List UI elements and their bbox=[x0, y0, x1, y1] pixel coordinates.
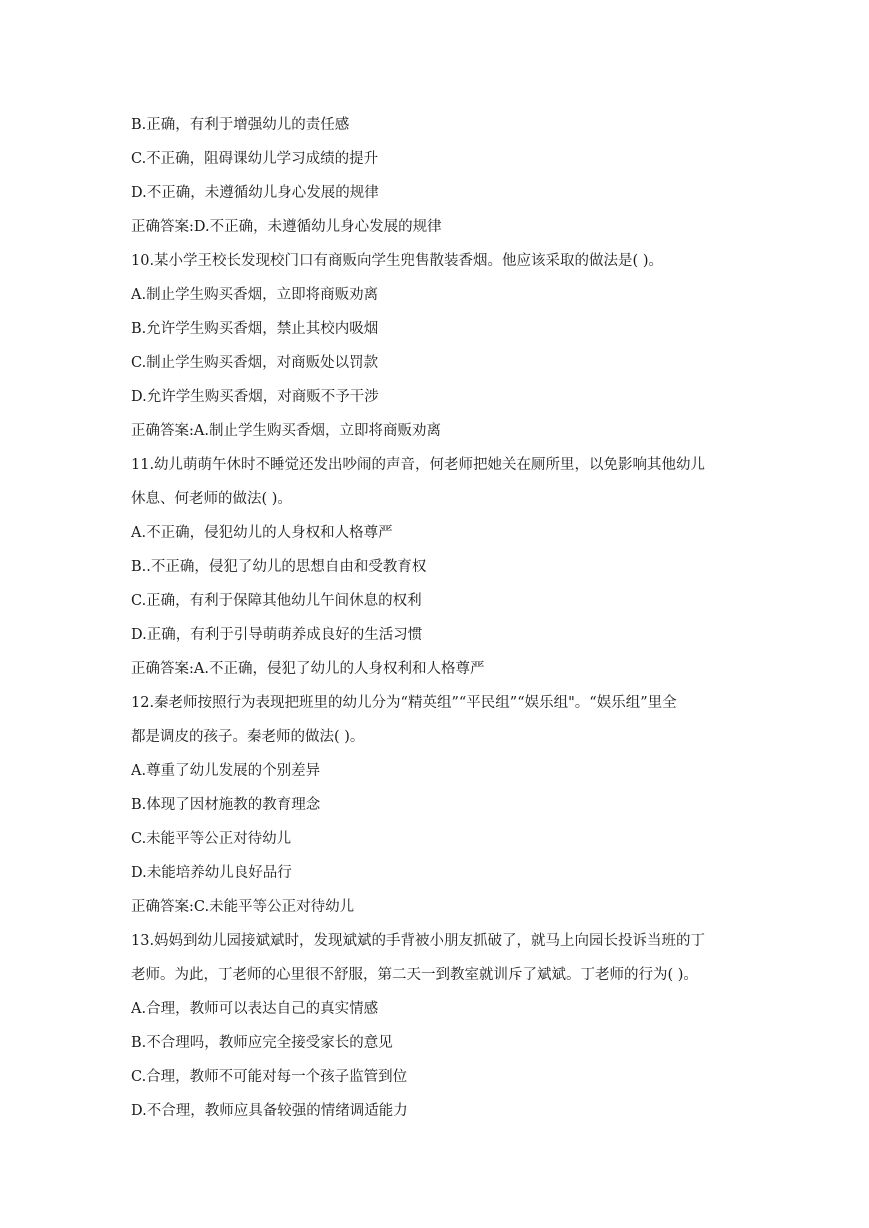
question-12: 12.秦老师按照行为表现把班里的幼儿分为“精英组”“平民组”“娱乐组"。“娱乐组”里全 bbox=[131, 695, 677, 711]
answer-line: 正确答案:D.不正确，未遵循幼儿身心发展的规律 bbox=[131, 219, 442, 235]
answer-line: 正确答案:A.不正确，侵犯了幼儿的人身权利和人格尊严 bbox=[131, 661, 485, 677]
option-a-line: A.合理，教师可以表达自己的真实情感 bbox=[131, 1001, 379, 1017]
option-a-line: A.不正确，侵犯幼儿的人身权和人格尊严 bbox=[131, 525, 393, 541]
question-11: 11.幼儿萌萌午休时不睡觉还发出吵闹的声音，何老师把她关在厕所里，以免影响其他幼儿 bbox=[131, 457, 706, 473]
answer-line: 正确答案:C.未能平等公正对待幼儿 bbox=[131, 899, 355, 915]
option-b-line: B.允许学生购买香烟，禁止其校内吸烟 bbox=[131, 321, 379, 337]
question-12-cont: 都是调皮的孩子。秦老师的做法( )。 bbox=[131, 729, 365, 745]
option-c-line: C.不正确，阻碍课幼儿学习成绩的提升 bbox=[131, 151, 379, 167]
option-c-line: C.正确，有利于保障其他幼儿午间休息的权利 bbox=[131, 593, 422, 609]
option-b-line: B..不正确，侵犯了幼儿的思想自由和受教育权 bbox=[131, 559, 427, 575]
question-13: 13.妈妈到幼儿园接斌斌时，发现斌斌的手背被小朋友抓破了，就马上向园长投诉当班的丁 bbox=[131, 933, 706, 949]
option-c-line: C.未能平等公正对待幼儿 bbox=[131, 831, 292, 847]
option-a-line: A.尊重了幼儿发展的个别差异 bbox=[131, 763, 321, 779]
option-a-line: A.制止学生购买香烟，立即将商贩劝离 bbox=[131, 287, 379, 303]
option-d-line: D.不合理，教师应具备较强的情绪调适能力 bbox=[131, 1103, 408, 1119]
answer-line: 正确答案:A.制止学生购买香烟，立即将商贩劝离 bbox=[131, 423, 441, 439]
option-d-line: D.正确，有利于引导萌萌养成良好的生活习惯 bbox=[131, 627, 423, 643]
option-b-line: B.体现了因材施教的教育理念 bbox=[131, 797, 321, 813]
option-d-line: D.不正确，未遵循幼儿身心发展的规律 bbox=[131, 185, 379, 201]
option-c-line: C.合理，教师不可能对每一个孩子监管到位 bbox=[131, 1069, 408, 1085]
question-10: 10.某小学王校长发现校门口有商贩向学生兜售散装香烟。他应该采取的做法是( )。 bbox=[131, 253, 663, 269]
option-d-line: D.允许学生购买香烟，对商贩不予干涉 bbox=[131, 389, 379, 405]
question-11-cont: 休息、何老师的做法( )。 bbox=[131, 491, 292, 507]
question-13-cont: 老师。为此，丁老师的心里很不舒服，第二天一到教室就训斥了斌斌。丁老师的行为( )。 bbox=[131, 967, 698, 983]
option-b-line: B.正确，有利于增强幼儿的责任感 bbox=[131, 117, 350, 133]
option-c-line: C.制止学生购买香烟，对商贩处以罚款 bbox=[131, 355, 379, 371]
option-d-line: D.未能培养幼儿良好品行 bbox=[131, 865, 292, 881]
option-b-line: B.不合理吗，教师应完全接受家长的意见 bbox=[131, 1035, 393, 1051]
document-body bbox=[131, 108, 743, 1128]
